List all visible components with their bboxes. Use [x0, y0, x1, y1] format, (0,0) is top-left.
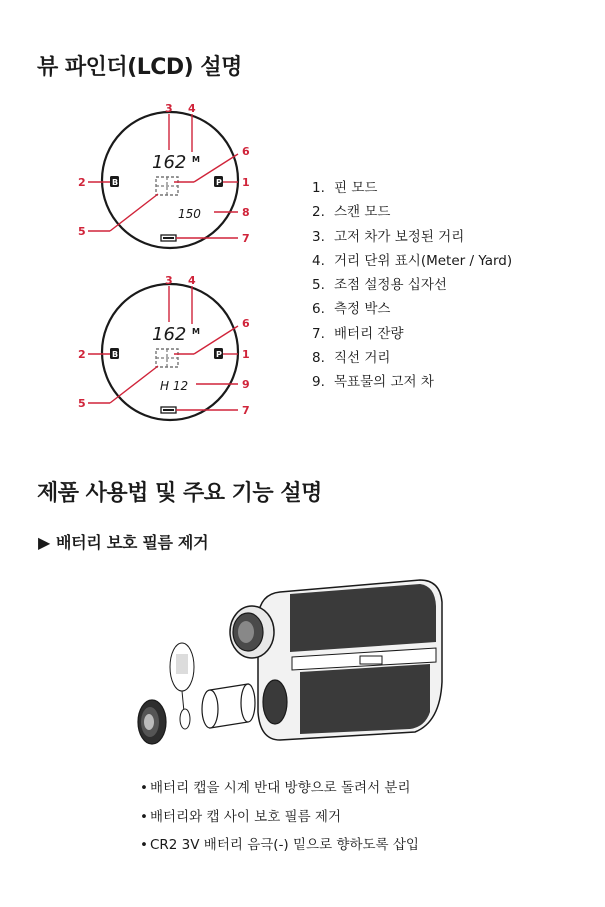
- svg-text:B: B: [112, 178, 119, 187]
- battery-compartment: [263, 680, 287, 724]
- measuring-box: [156, 349, 178, 367]
- callout-2: 2: [78, 348, 86, 361]
- viewfinder-diagram-top: [70, 100, 270, 250]
- callout-5: 5: [78, 397, 86, 410]
- legend-item: 9. 목표물의 고저 차: [312, 374, 434, 391]
- callout-4: 4: [188, 274, 196, 287]
- legend-item: 1. 핀 모드: [312, 180, 378, 196]
- battery-cap: [138, 700, 166, 744]
- callout-1: 1: [242, 176, 250, 189]
- callout-6: 6: [242, 145, 250, 158]
- scan-mode-icon: [110, 348, 119, 359]
- battery-steps-list: [140, 774, 419, 860]
- eyepiece: [230, 606, 274, 658]
- pin-mode-icon: [214, 176, 223, 187]
- callout-5: 5: [78, 225, 86, 238]
- callout-8: 8: [242, 206, 250, 219]
- scan-mode-icon: [110, 176, 119, 187]
- svg-text:P: P: [216, 178, 222, 187]
- unit-mark: M: [192, 155, 200, 164]
- legend-item: 5. 조점 설정용 십자선: [312, 277, 447, 294]
- unit-mark: M: [192, 327, 200, 336]
- callout-2: 2: [78, 176, 86, 189]
- battery-icon: [161, 235, 176, 241]
- legend-list: [312, 176, 512, 395]
- legend-item: 2. 스캔 모드: [312, 204, 391, 221]
- rangefinder-illustration: [130, 572, 450, 762]
- battery-icon: [161, 407, 176, 413]
- callout-9: 9: [242, 378, 250, 391]
- list-item: • 배터리와 캡 사이 보호 필름 제거: [140, 808, 341, 825]
- secondary-readout: 150: [178, 207, 201, 221]
- callout-3: 3: [165, 102, 173, 115]
- usage-section-title: 제품 사용법 및 주요 기능 설명: [37, 481, 322, 506]
- viewfinder-diagram-bottom: [70, 272, 270, 422]
- callout-3: 3: [165, 274, 173, 287]
- viewfinder-section-title: 뷰 파인더(LCD) 설명: [37, 55, 242, 80]
- legend-item: 6. 측정 박스: [312, 301, 391, 318]
- battery-film-subtitle: ▶ 배터리 보호 필름 제거: [38, 533, 209, 552]
- callout-4: 4: [188, 102, 196, 115]
- svg-text:P: P: [216, 350, 222, 359]
- distance-readout: 162: [152, 324, 187, 345]
- callout-6: 6: [242, 317, 250, 330]
- legend-item: 8. 직선 거리: [312, 350, 391, 367]
- play-triangle-icon: ▶: [38, 533, 51, 552]
- list-item: • CR2 3V 배터리 음극(-) 밑으로 향하도록 삽입: [140, 837, 419, 853]
- height-readout: H 12: [160, 379, 189, 393]
- callout-1: 1: [242, 348, 250, 361]
- cr2-battery: [202, 684, 255, 728]
- callout-7: 7: [242, 232, 250, 245]
- protective-film: [170, 643, 194, 729]
- distance-readout: 162: [152, 152, 187, 173]
- measuring-box: [156, 177, 178, 195]
- pin-mode-icon: [214, 348, 223, 359]
- rangefinder-body: [258, 580, 442, 740]
- svg-text:B: B: [112, 350, 119, 359]
- callout-7: 7: [242, 404, 250, 417]
- legend-item: 4. 거리 단위 표시(Meter / Yard): [312, 252, 513, 269]
- legend-item: 3. 고저 차가 보정된 거리: [312, 228, 465, 245]
- legend-item: 7. 배터리 잔량: [312, 325, 404, 342]
- list-item: • 배터리 캡을 시계 반대 방향으로 돌려서 분리: [140, 780, 411, 796]
